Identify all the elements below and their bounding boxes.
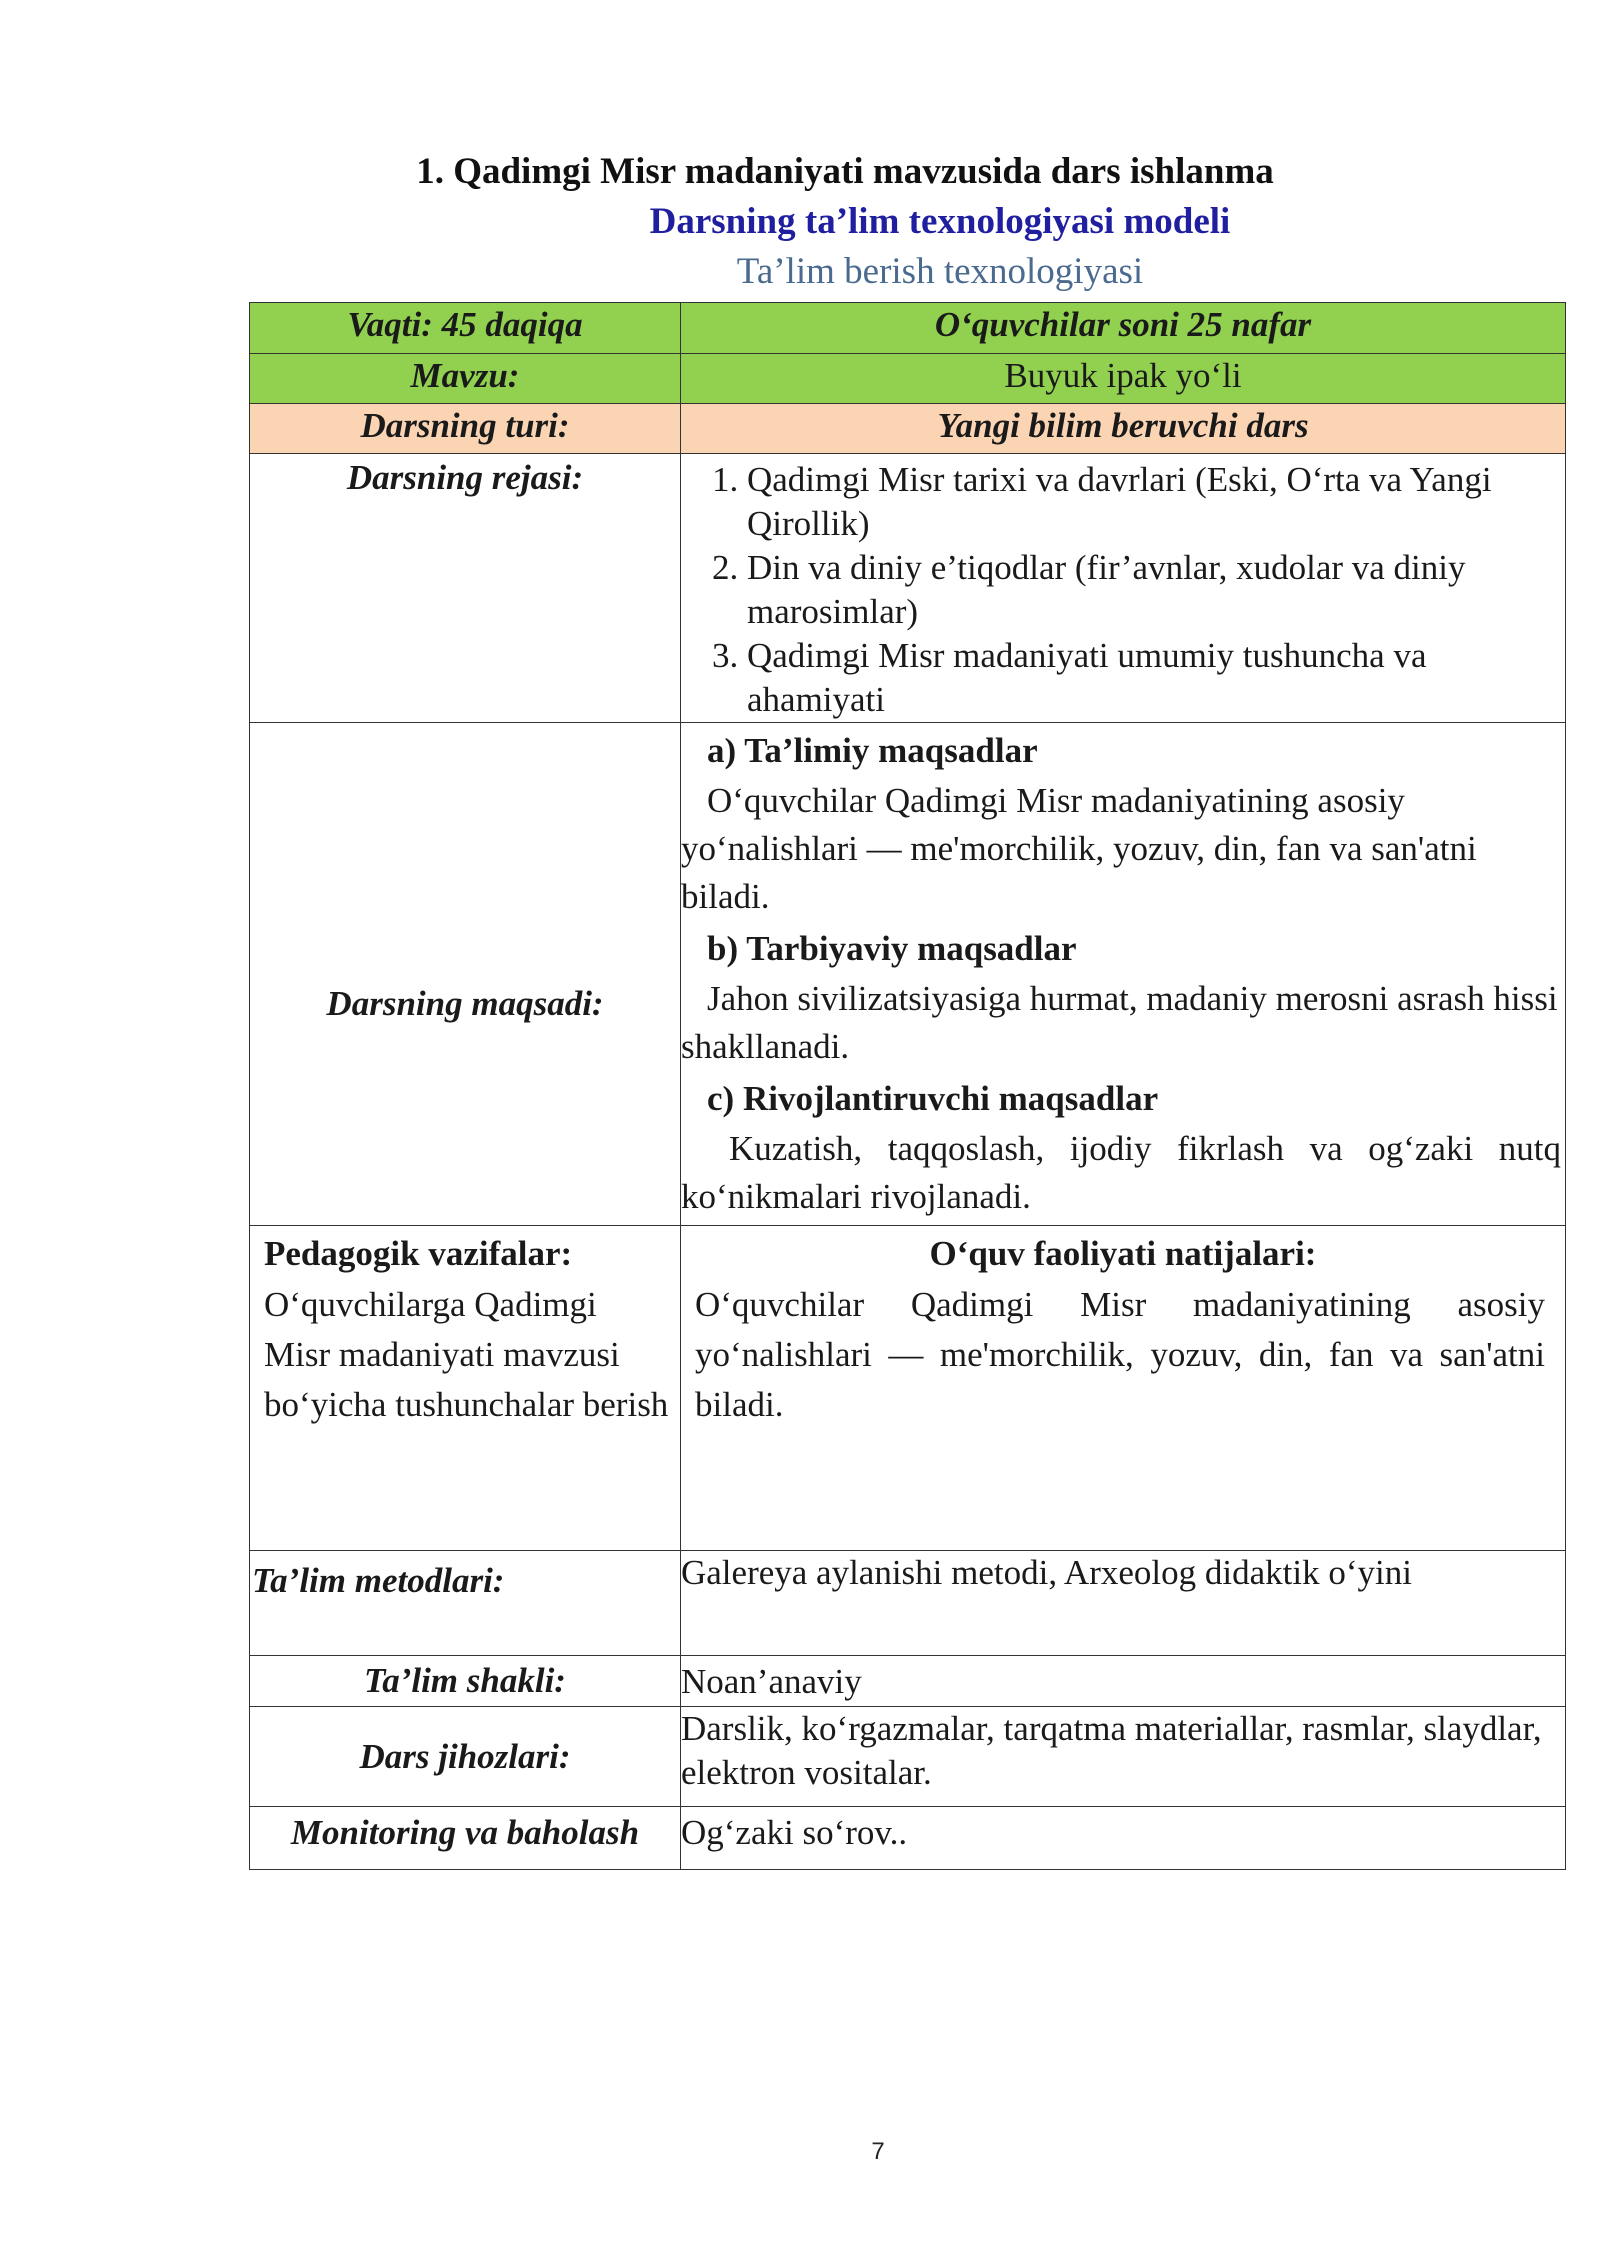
- type-label: Darsning turi:: [250, 404, 681, 454]
- table-row-topic: [250, 354, 1566, 404]
- students-cell: O‘quvchilar soni 25 nafar: [681, 303, 1566, 354]
- lesson-plan-table: [249, 302, 1566, 1870]
- topic-value: Buyuk ipak yo‘li: [681, 354, 1566, 404]
- table-row-type: [250, 404, 1566, 454]
- plan-item: 1. Qadimgi Misr tarixi va davrlari (Eski, O‘rta va Yangi Qirollik): [747, 458, 1555, 546]
- table-row-methods: [250, 1551, 1566, 1656]
- pedagogic-text: O‘quvchilarga Qadimgi Misr madaniyati mavzusi bo‘yicha tushunchalar berish: [264, 1285, 669, 1424]
- document-title: 1. Qadimgi Misr madaniyati mavzusida dars ishlanma: [416, 151, 1274, 192]
- monitoring-label: Monitoring va baholash: [250, 1807, 681, 1870]
- document-subtitle: Darsning ta’lim texnologiyasi modeli: [649, 201, 1231, 242]
- methods-label: Ta’lim metodlari:: [250, 1551, 681, 1656]
- monitoring-value: Og‘zaki so‘rov..: [681, 1807, 1566, 1870]
- pedagogic-title: Pedagogik vazifalar:: [264, 1234, 573, 1273]
- results-text: O‘quvchilar Qadimgi Misr madaniyatining asosiy yo‘nalishlari — me'morchilik, yozuv, din, fan va san'atni biladi.: [695, 1285, 1545, 1424]
- plan-item: 3. Qadimgi Misr madaniyati umumiy tushuncha va ahamiyati: [747, 634, 1555, 722]
- results-cell: [681, 1226, 1566, 1551]
- plan-label: Darsning rejasi:: [250, 454, 681, 723]
- time-cell: Vaqti: 45 daqiqa: [250, 303, 681, 354]
- plan-list: [697, 458, 1555, 722]
- form-value: Noan’anaviy: [681, 1656, 1566, 1707]
- goals-cell: [681, 723, 1566, 1226]
- methods-value: Galereya aylanishi metodi, Arxeolog didaktik o‘yini: [681, 1551, 1566, 1656]
- goal-text-upbringing: Jahon sivilizatsiyasiga hurmat, madaniy merosni asrash hissi shakllanadi.: [681, 979, 1558, 1066]
- plan-item: 2. Din va diniy e’tiqodlar (fir’avnlar, xudolar va diniy marosimlar): [747, 546, 1555, 634]
- results-title: O‘quv faoliyati natijalari:: [929, 1234, 1317, 1273]
- table-row-time: [250, 303, 1566, 354]
- table-row-form: [250, 1656, 1566, 1707]
- goal-text-developmental: Kuzatish, taqqoslash, ijodiy fikrlash va og‘zaki nutq ko‘nikmalari rivojlanadi.: [681, 1129, 1561, 1216]
- goal-label: Darsning maqsadi:: [250, 723, 681, 1226]
- table-row-plan: [250, 454, 1566, 723]
- table-row-monitoring: [250, 1807, 1566, 1870]
- table-row-equipment: [250, 1707, 1566, 1807]
- table-row-goals: [250, 723, 1566, 1226]
- form-label: Ta’lim shakli:: [250, 1656, 681, 1707]
- plan-cell: [681, 454, 1566, 723]
- table-row-pedagogic: [250, 1226, 1566, 1551]
- goal-title-educational: a) Ta’limiy maqsadlar: [707, 731, 1038, 770]
- goal-text-educational: O‘quvchilar Qadimgi Misr madaniyatining asosiy yo‘nalishlari — me'morchilik, yozuv, din, fan va san'atni biladi.: [681, 781, 1477, 916]
- pedagogic-cell: [250, 1226, 681, 1551]
- page-number: 7: [871, 2138, 885, 2165]
- goal-title-developmental: c) Rivojlantiruvchi maqsadlar: [707, 1079, 1159, 1118]
- goal-title-upbringing: b) Tarbiyaviy maqsadlar: [707, 929, 1077, 968]
- type-value: Yangi bilim beruvchi dars: [681, 404, 1566, 454]
- topic-label: Mavzu:: [250, 354, 681, 404]
- document-subheading: Ta’lim berish texnologiyasi: [736, 251, 1144, 292]
- equipment-label: Dars jihozlari:: [250, 1707, 681, 1807]
- equipment-value: Darslik, ko‘rgazmalar, tarqatma materiallar, rasmlar, slaydlar, elektron vositalar.: [681, 1707, 1566, 1807]
